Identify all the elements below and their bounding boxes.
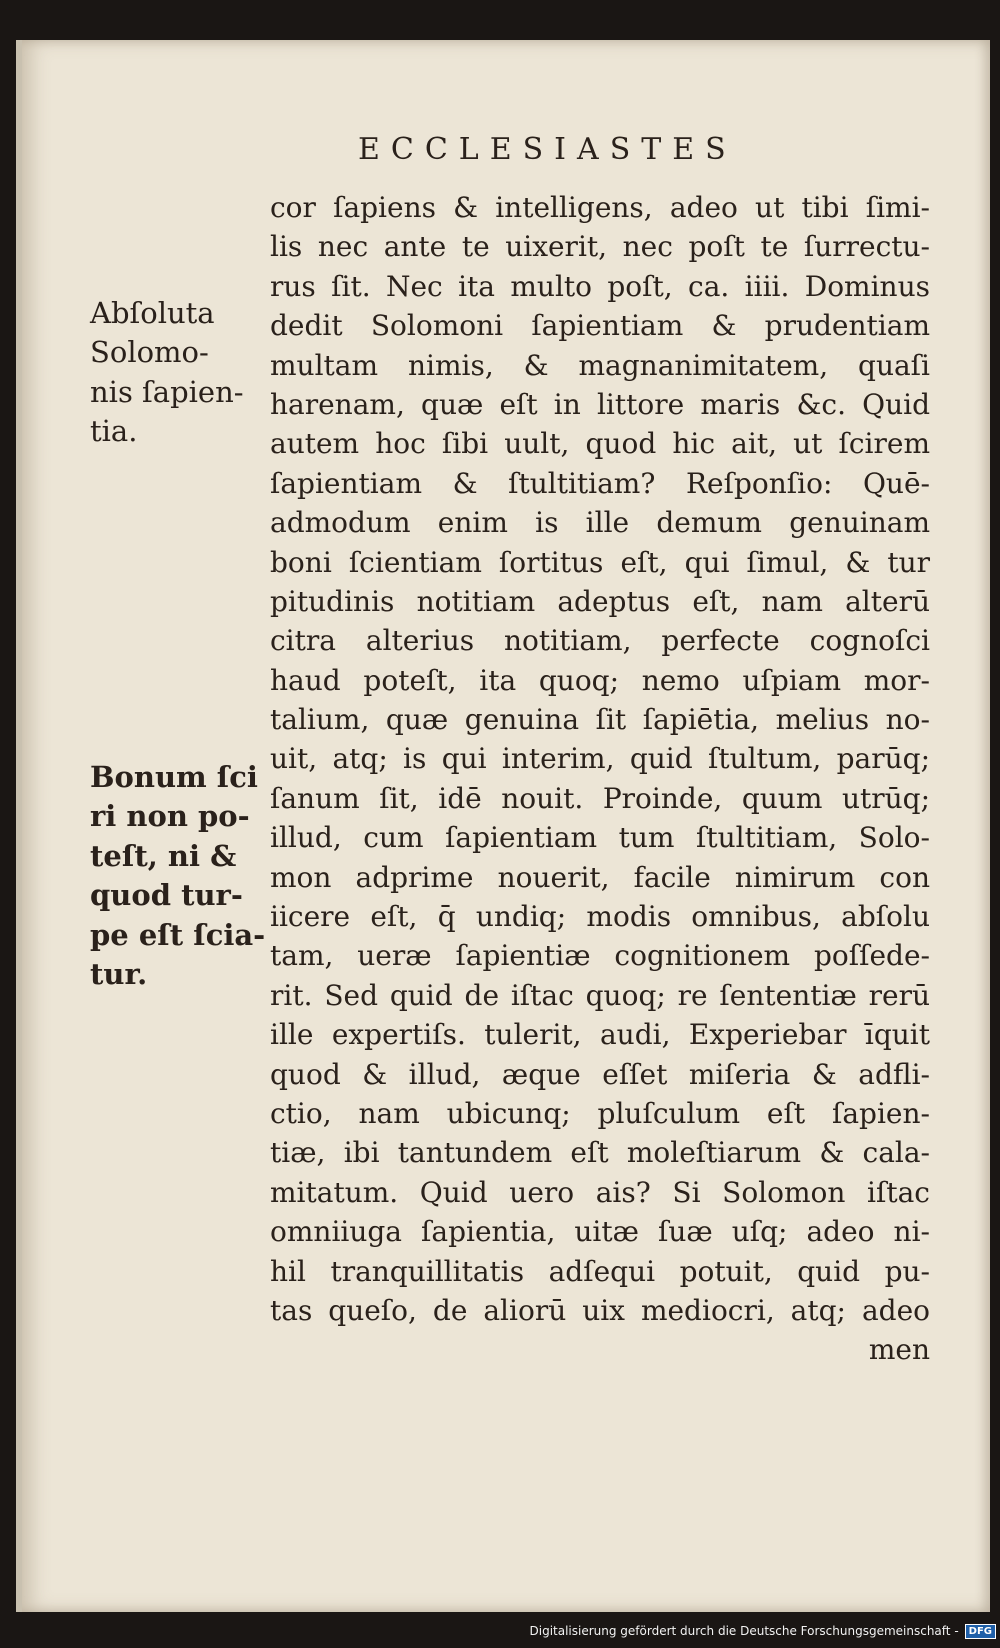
marginal-note-bonum [90, 758, 270, 994]
text-line: haud poteſt, ita quoq; nemo uſpiam mor- [270, 663, 930, 697]
text-line: ſapientiam & ſtultitiam? Reſponſio: Quē- [270, 466, 930, 500]
text-line: tam, ueræ ſapientiæ cognitionem poſſede- [270, 939, 930, 973]
text-line: autem hoc ſibi uult, quod hic ait, ut ſcirem [270, 427, 930, 461]
text-line: pitudinis notitiam adeptus eſt, nam alterū [270, 584, 930, 618]
text-line: hil tranquillitatis adſequi potuit, quid pu- [270, 1254, 930, 1288]
marginal-note-line: nis ſapien- [90, 374, 244, 409]
text-line: dedit Solomoni ſapientiam & prudentiam [270, 309, 930, 343]
text-line: mitatum. Quid uero ais? Si Solomon iſtac [270, 1175, 930, 1209]
marginal-note-line: Bonum ſci [90, 760, 258, 794]
footer-credit-text: Digitalisierung gefördert durch die Deutsche Forschungsgemeinschaft - [529, 1624, 959, 1638]
text-line: mon adprime nouerit, facile nimirum con [270, 860, 930, 894]
dfg-logo: DFG [965, 1624, 996, 1639]
text-line: men [868, 1333, 930, 1367]
text-line: talium, quæ genuina ſit ſapiētia, melius no- [270, 703, 930, 737]
footer-credit [530, 1620, 997, 1642]
text-line: ille expertiſs. tulerit, audi, Experiebar īquit [270, 1018, 930, 1052]
marginal-note-line: Solomo- [90, 335, 209, 370]
marginal-note-line: pe eſt ſcia- [90, 917, 266, 952]
running-head: ECCLESIASTES [358, 132, 737, 167]
marginal-note-line: quod tur- [90, 878, 243, 913]
text-line: harenam, quæ eſt in littore maris &c. Quid [270, 387, 930, 421]
text-line: iicere eſt, q̄ undiq; modis omnibus, abſolu [270, 900, 930, 934]
text-line: tiæ, ibi tantundem eſt moleſtiarum & cala- [270, 1136, 930, 1170]
marginal-note-line: tur. [90, 956, 148, 991]
marginal-note-line: tia. [90, 414, 138, 449]
marginal-note-line: teſt, ni & [90, 838, 237, 873]
text-line: illud, cum ſapientiam tum ſtultitiam, Solo- [270, 821, 930, 855]
text-line: admodum enim is ille demum genuinam [270, 506, 930, 540]
text-line: quod & illud, æque eſſet miſeria & adfli- [270, 1057, 930, 1091]
marginal-note-line: ri non po- [90, 799, 250, 834]
text-line: boni ſcientiam ſortitus eſt, qui ſimul, & tur [270, 545, 930, 579]
text-line: rus ſit. Nec ita multo poſt, ca. iiii. Dominus [270, 269, 930, 303]
body-text [270, 188, 930, 1370]
text-line: tas queſo, de aliorū uix mediocri, atq; adeo [270, 1293, 930, 1327]
text-line: uit, atq; is qui interim, quid ſtultum, parūq; [270, 742, 930, 776]
marginal-note-line: Abſoluta [90, 296, 215, 330]
text-line: citra alterius notitiam, perfecte cognoſci [270, 624, 930, 658]
marginal-note-absoluta [90, 294, 270, 452]
text-line: multam nimis, & magnanimitatem, quaſi [270, 348, 930, 382]
text-line: ctio, nam ubicunq; pluſculum eſt ſapien- [270, 1096, 930, 1130]
text-line: cor ſapiens & intelligens, adeo ut tibi ſimi- [270, 191, 930, 224]
text-line: omniiuga ſapientia, uitæ ſuæ uſq; adeo ni- [270, 1215, 930, 1249]
text-line: lis nec ante te uixerit, nec poſt te ſurrectu- [270, 230, 930, 264]
text-line: rit. Sed quid de iſtac quoq; re ſententiæ rerū [270, 978, 930, 1012]
text-line: ſanum ſit, idē nouit. Proinde, quum utrūq; [270, 781, 930, 815]
